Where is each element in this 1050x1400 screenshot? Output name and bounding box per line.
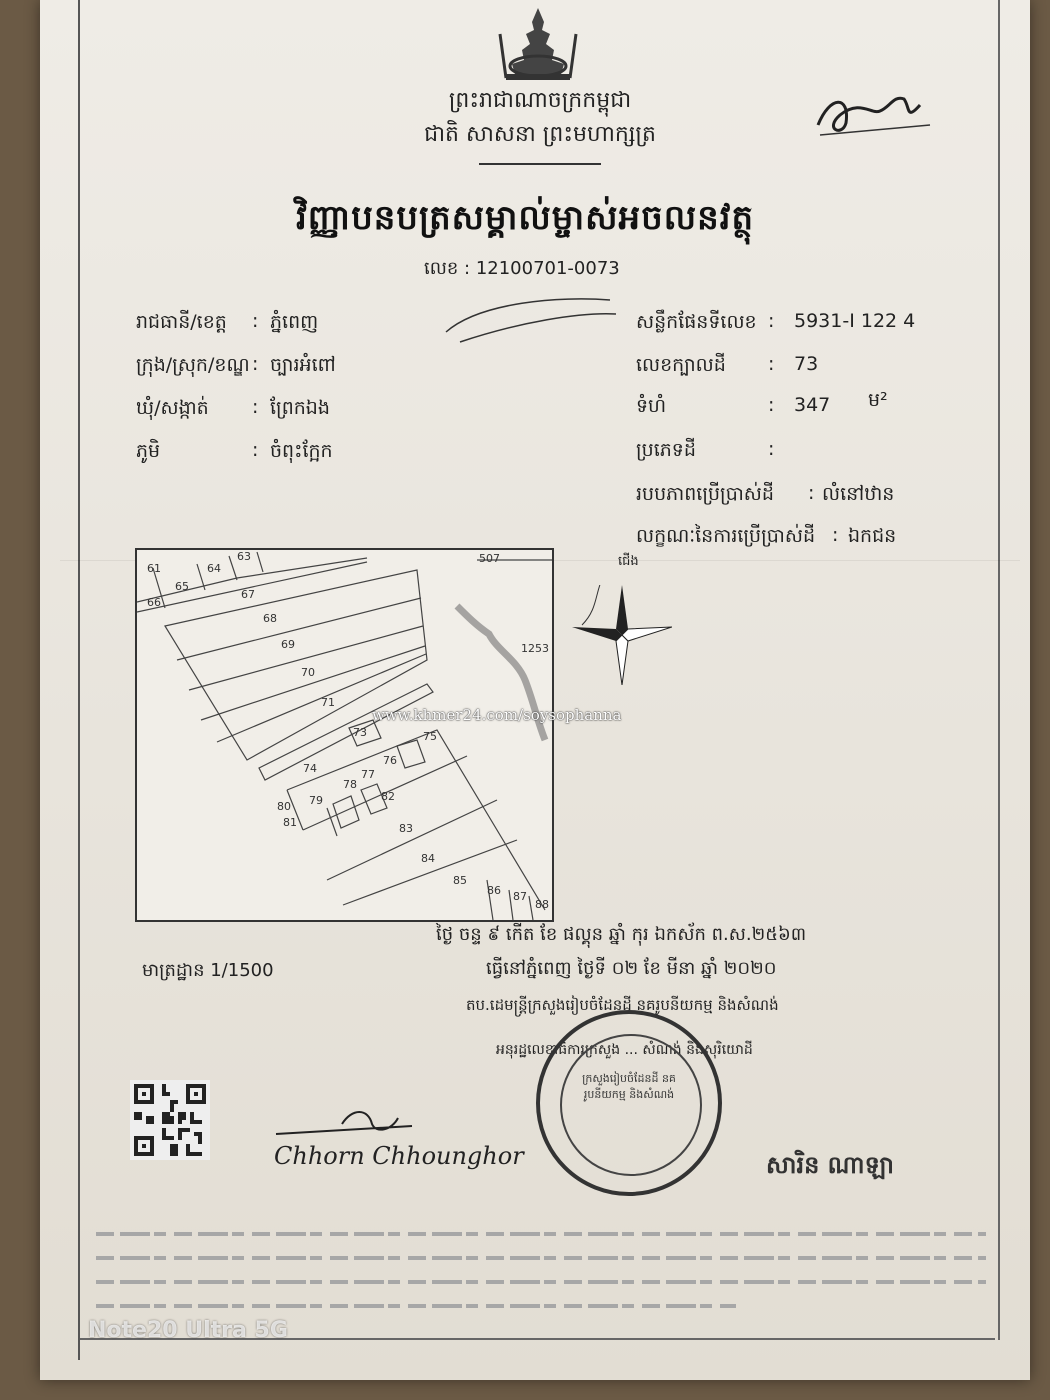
parcel-label: 71 <box>321 696 335 709</box>
parcel-label: 76 <box>383 754 397 767</box>
field-value: 73 <box>794 353 819 375</box>
field-label: ភូមិ <box>136 440 161 462</box>
field-value: ភ្នំពេញ <box>270 311 319 333</box>
parcel-label: 64 <box>207 562 221 575</box>
field-value: ច្បារអំពៅ <box>270 354 336 376</box>
document-title: វិញ្ញាបនបត្រសម្គាល់ម្ចាស់អចលនវត្ថុ <box>295 198 755 238</box>
scale-label: មាត្រដ្ឋាន <box>142 960 205 981</box>
qr-code <box>130 1080 210 1160</box>
parcel-label: 66 <box>147 596 161 609</box>
field-land-use: របបភាពប្រើប្រាស់ដី : លំនៅឋាន <box>636 482 996 512</box>
parcel-label: 507 <box>479 552 500 565</box>
divider-ornament <box>475 150 605 170</box>
parcel-label: 67 <box>241 588 255 601</box>
field-province: រាជធានី/ខេត្ត : ភ្នំពេញ <box>136 310 516 340</box>
parcel-label: 69 <box>281 638 295 651</box>
number-value: 12100701-0073 <box>475 258 620 279</box>
field-label: ក្រុង/ស្រុក/ខណ្ឌ <box>136 354 250 376</box>
certificate-number: លេខ : 12100701-0073 <box>424 258 620 279</box>
seal-text: ក្រសួងរៀបចំដែនដី នគរូបនីយកម្ម និងសំណង់ <box>582 1072 676 1101</box>
field-area: ទំហំ : 347 ម² <box>636 394 996 424</box>
field-label: លេខក្បាលដី <box>636 354 726 376</box>
scale-line <box>142 958 342 985</box>
pen-stroke-mark <box>440 292 620 352</box>
field-label: របបភាពប្រើប្រាស់ដី <box>636 483 774 505</box>
number-label: លេខ <box>424 258 459 279</box>
motto-line: ជាតិ សាសនា ព្រះមហាក្សត្រ <box>424 122 656 147</box>
field-value: 5931-I 122 4 <box>794 310 916 332</box>
royal-emblem-icon <box>494 4 582 84</box>
parcel-label: 65 <box>175 580 189 593</box>
signature-stroke-left <box>272 1104 422 1144</box>
field-village: ភូមិ : ចំពុះក្អែក <box>136 439 516 469</box>
parcel-label: 68 <box>263 612 277 625</box>
field-value: ឯកជន <box>848 525 897 547</box>
scale-value: 1/1500 <box>210 960 274 981</box>
parcel-label: 1253 <box>521 642 549 655</box>
parcel-label: 87 <box>513 890 527 903</box>
kingdom-line: ព្រះរាជាណាចក្រកម្ពុជា <box>448 88 632 113</box>
official-seal <box>536 1010 722 1196</box>
parcel-label: 85 <box>453 874 467 887</box>
issue-date-line: ធ្វើនៅភ្នំពេញ ថ្ងៃទី ០២ ខែ មីនា ឆ្នាំ ២០២០ <box>486 958 777 979</box>
left-border-line <box>78 0 80 1360</box>
field-value: ព្រែកឯង <box>270 397 330 419</box>
parcel-label: 63 <box>237 550 251 563</box>
parcel-label: 86 <box>487 884 501 897</box>
seal-inner-ring <box>560 1034 702 1176</box>
parcel-label: 88 <box>535 898 549 911</box>
parcel-label: 61 <box>147 562 161 575</box>
field-label: លក្ខណៈនៃការប្រើប្រាស់ដី <box>636 525 816 547</box>
parcel-label: 79 <box>309 794 323 807</box>
field-value: 347 <box>794 394 831 416</box>
parcel-label: 83 <box>399 822 413 835</box>
fine-print-lines <box>96 1224 986 1324</box>
lunar-date-line: ថ្ងៃ ចន្ទ ៩ កើត ខែ ផល្គុន ឆ្នាំ កុរ ឯកស័ក ព.ស.២៥៦៣ <box>436 924 807 945</box>
parcel-label: 84 <box>421 852 435 865</box>
website-watermark: www.khmer24.com/soysophanna <box>372 706 622 724</box>
field-label: រាជធានី/ខេត្ត <box>136 311 227 333</box>
authority-line-2: អនុរដ្ឋលេខាធិការក្រសួង ... សំណង់ និងសុរិយោដី <box>496 1042 753 1058</box>
compass-rose-icon <box>572 585 672 685</box>
parcel-label: 78 <box>343 778 357 791</box>
field-use-nature: លក្ខណៈនៃការប្រើប្រាស់ដី : ឯកជន <box>636 524 996 554</box>
parcel-label: 75 <box>423 730 437 743</box>
fine-print-block <box>96 1224 986 1324</box>
signatory-left-name: Chhorn Chhounghor <box>274 1142 524 1170</box>
right-border-line <box>998 0 1000 1340</box>
map-drawing <box>137 550 552 920</box>
authority-line: តប.ដេមន្ត្រីក្រសួងរៀបចំដែនដី នគរូបនីយកម្ម និងសំណង់ <box>466 996 779 1014</box>
field-land-type: ប្រភេទដី : <box>636 438 996 468</box>
parcel-label: 73 <box>353 726 367 739</box>
cadastral-map <box>135 548 554 922</box>
camera-watermark: Note20 Ultra 5G <box>88 1318 288 1343</box>
field-value: ចំពុះក្អែក <box>270 440 333 462</box>
parcel-label: 80 <box>277 800 291 813</box>
parcel-label: 74 <box>303 762 317 775</box>
parcel-label: 77 <box>361 768 375 781</box>
field-district: ក្រុង/ស្រុក/ខណ្ឌ : ច្បារអំពៅ <box>136 353 516 383</box>
parcel-label: 81 <box>283 816 297 829</box>
field-commune: ឃុំ/សង្កាត់ : ព្រែកឯង <box>136 396 516 426</box>
field-label: ឃុំ/សង្កាត់ <box>136 397 209 419</box>
parcel-label: 70 <box>301 666 315 679</box>
field-unit: ម² <box>868 389 888 411</box>
parcel-label: 82 <box>381 790 395 803</box>
field-label: ប្រភេទដី <box>636 439 696 461</box>
signatory-right-name: សារិន ណាឡា <box>766 1151 894 1179</box>
field-label: សន្លឹកផែនទីលេខ <box>636 311 757 333</box>
top-right-initial-signature <box>810 85 940 145</box>
field-value: លំនៅឋាន <box>822 483 895 505</box>
field-parcel-number: លេខក្បាលដី : 73 <box>636 353 996 383</box>
north-label: ជើង <box>618 554 639 569</box>
field-label: ទំហំ <box>636 395 667 417</box>
field-map-sheet: សន្លឹកផែនទីលេខ : 5931-I 122 4 <box>636 310 996 340</box>
